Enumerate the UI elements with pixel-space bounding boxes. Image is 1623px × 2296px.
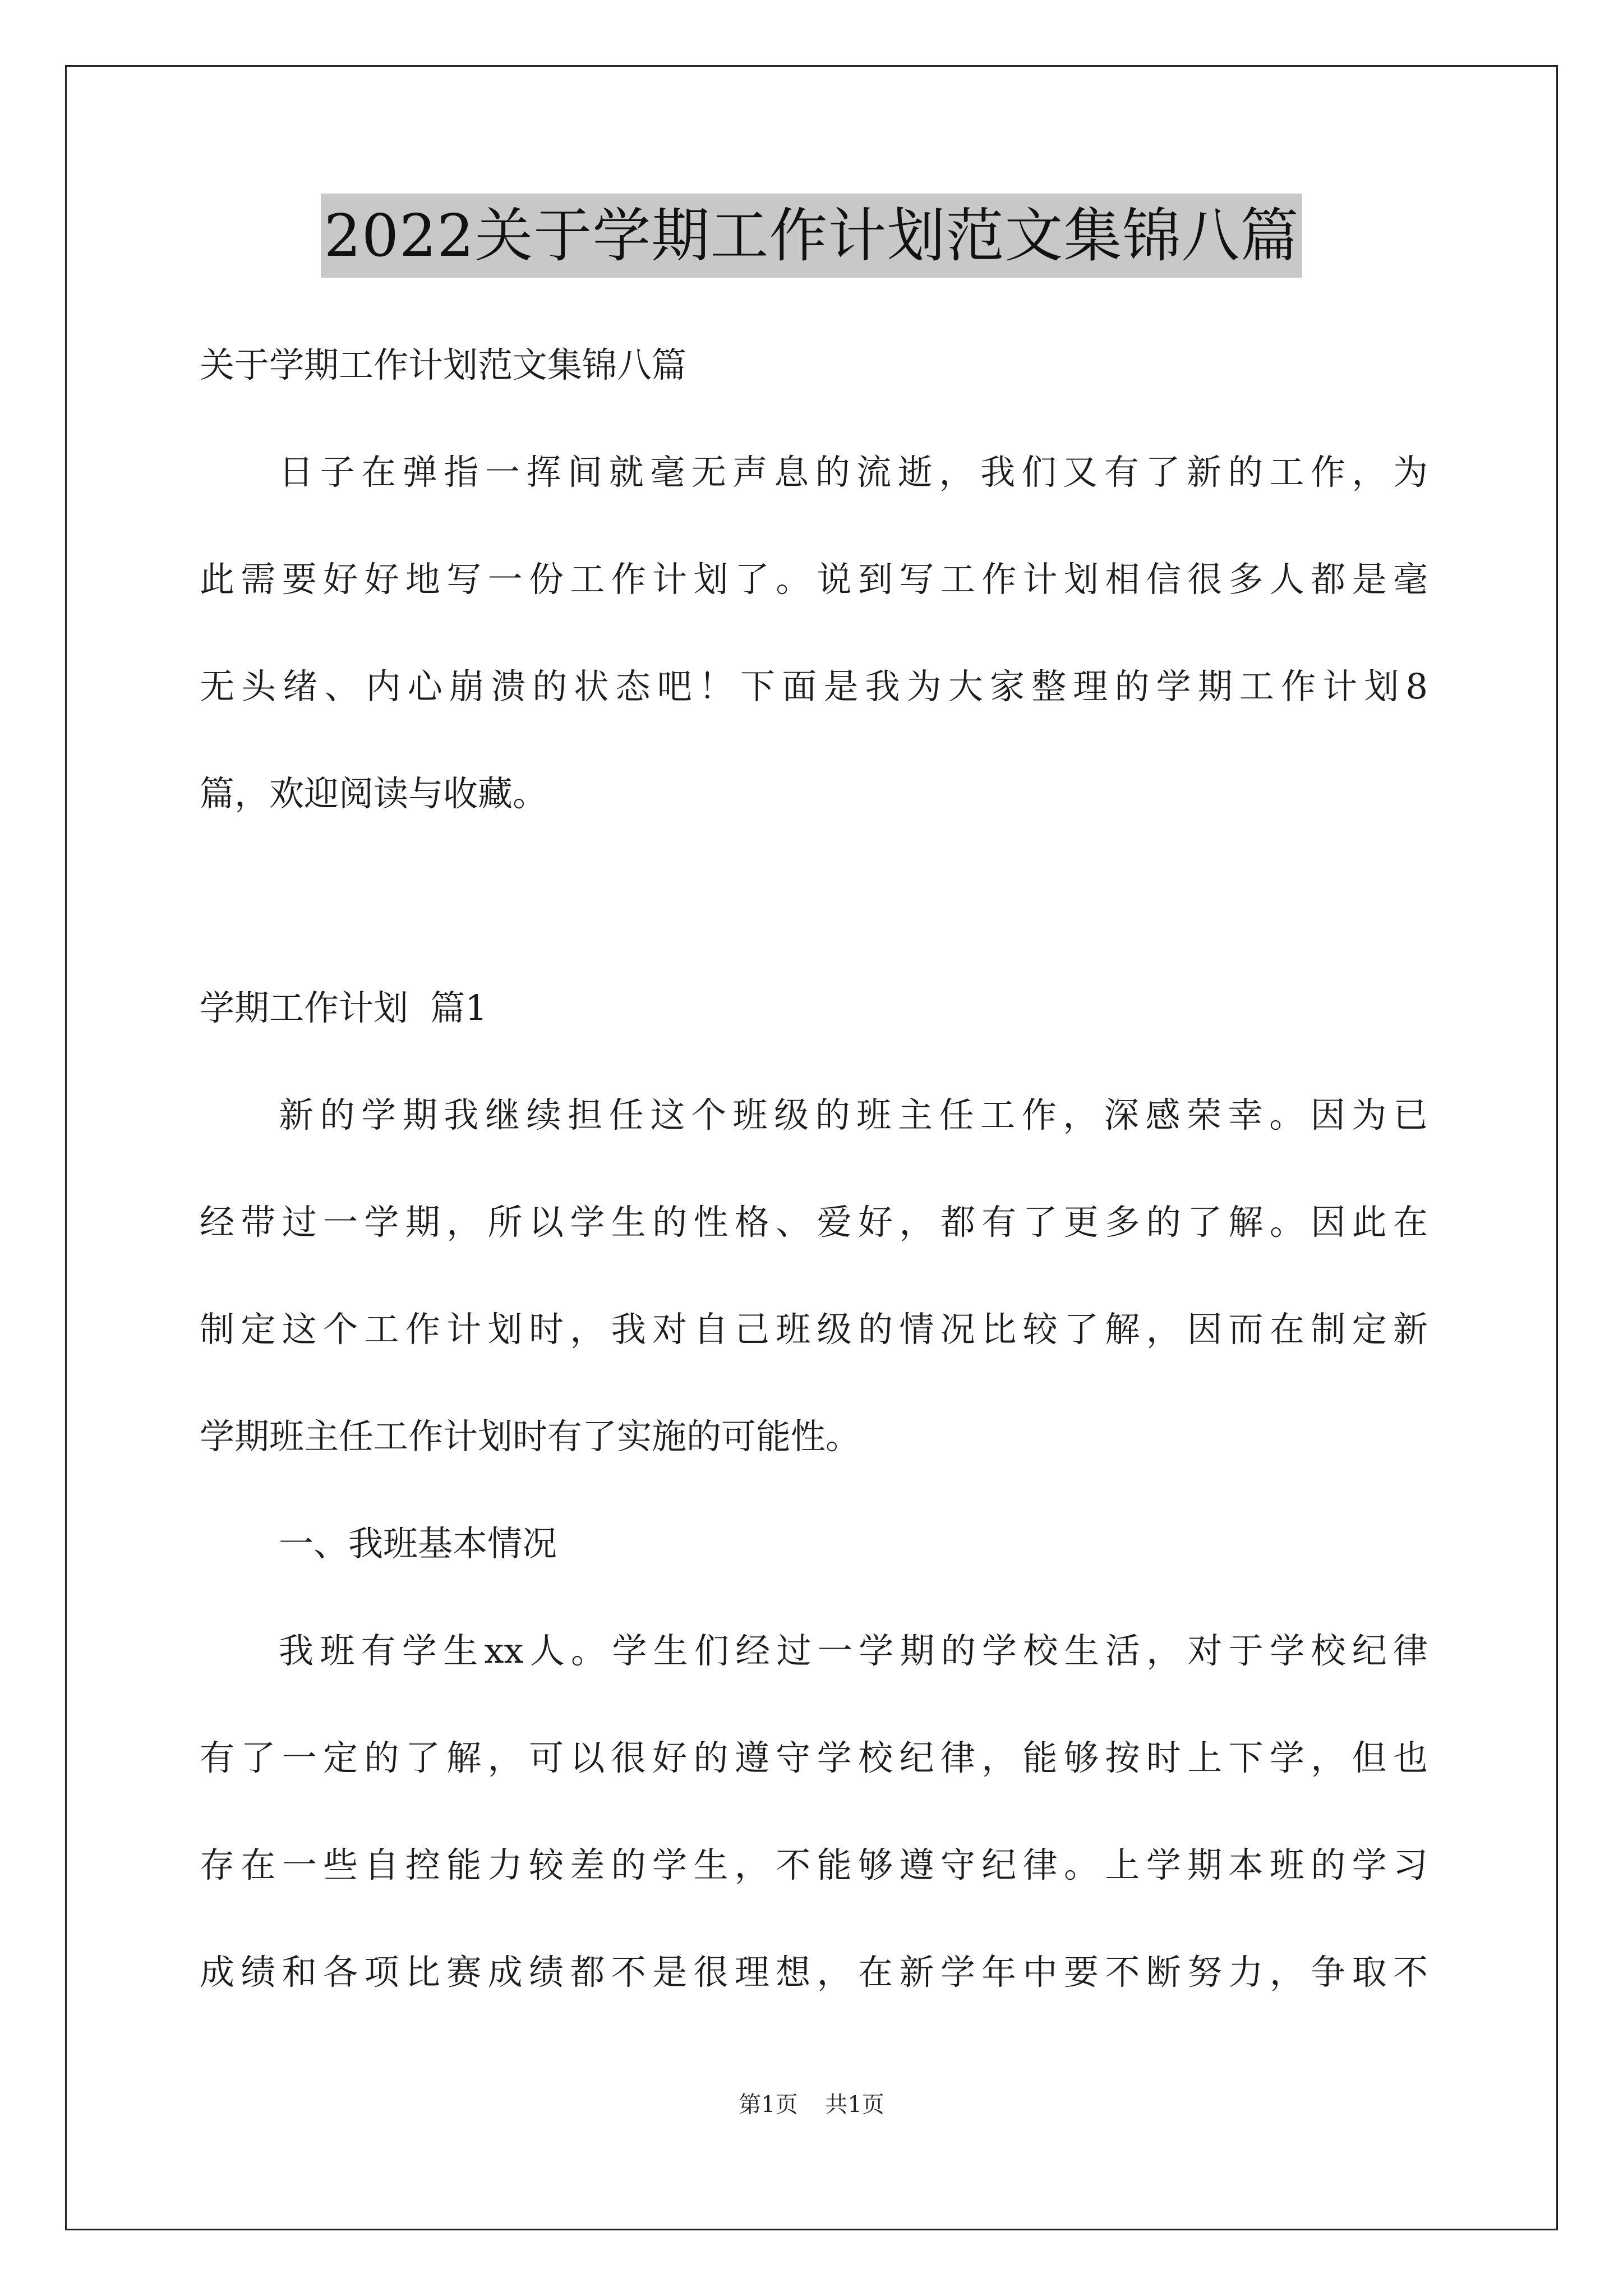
page-total: 共1页 — [825, 2092, 884, 2118]
paragraph-line: 学期班主任工作计划时有了实施的可能性。 — [200, 1416, 861, 1457]
intro-line: 日子在弹指一挥间就毫无声息的流逝，我们又有了新的工作，为 — [279, 452, 1428, 493]
blank-line — [200, 847, 1428, 954]
title-container — [0, 194, 1623, 278]
page-footer — [0, 2087, 1623, 2119]
section-heading: 学期工作计划 篇1 — [200, 987, 487, 1028]
document-title: 2022关于学期工作计划范文集锦八篇 — [321, 194, 1303, 278]
paragraph-line: 成绩和各项比赛成绩都不是很理想，在新学年中要不断努力，争取不 — [200, 1952, 1428, 1993]
intro-line: 无头绪、内心崩溃的状态吧！下面是我为大家整理的学期工作计划8 — [200, 666, 1428, 707]
paragraph-line: 有了一定的了解，可以很好的遵守学校纪律，能够按时上下学，但也 — [200, 1737, 1428, 1778]
page-number: 第1页 — [739, 2092, 798, 2118]
intro-line: 此需要好好地写一份工作计划了。说到写工作计划相信很多人都是毫 — [200, 559, 1428, 600]
intro-line: 篇，欢迎阅读与收藏。 — [200, 773, 548, 814]
document-body — [200, 311, 1428, 2026]
paragraph-line: 我班有学生xx人。学生们经过一学期的学校生活，对于学校纪律 — [279, 1630, 1428, 1671]
paragraph-line: 新的学期我继续担任这个班级的班主任工作，深感荣幸。因为已 — [279, 1094, 1428, 1135]
document-subtitle: 关于学期工作计划范文集锦八篇 — [200, 344, 687, 385]
paragraph-line: 制定这个工作计划时，我对自己班级的情况比较了解，因而在制定新 — [200, 1309, 1428, 1350]
paragraph-line: 存在一些自控能力较差的学生，不能够遵守纪律。上学期本班的学习 — [200, 1844, 1428, 1885]
sub-heading: 一、我班基本情况 — [279, 1523, 557, 1564]
paragraph-line: 经带过一学期，所以学生的性格、爱好，都有了更多的了解。因此在 — [200, 1202, 1428, 1243]
